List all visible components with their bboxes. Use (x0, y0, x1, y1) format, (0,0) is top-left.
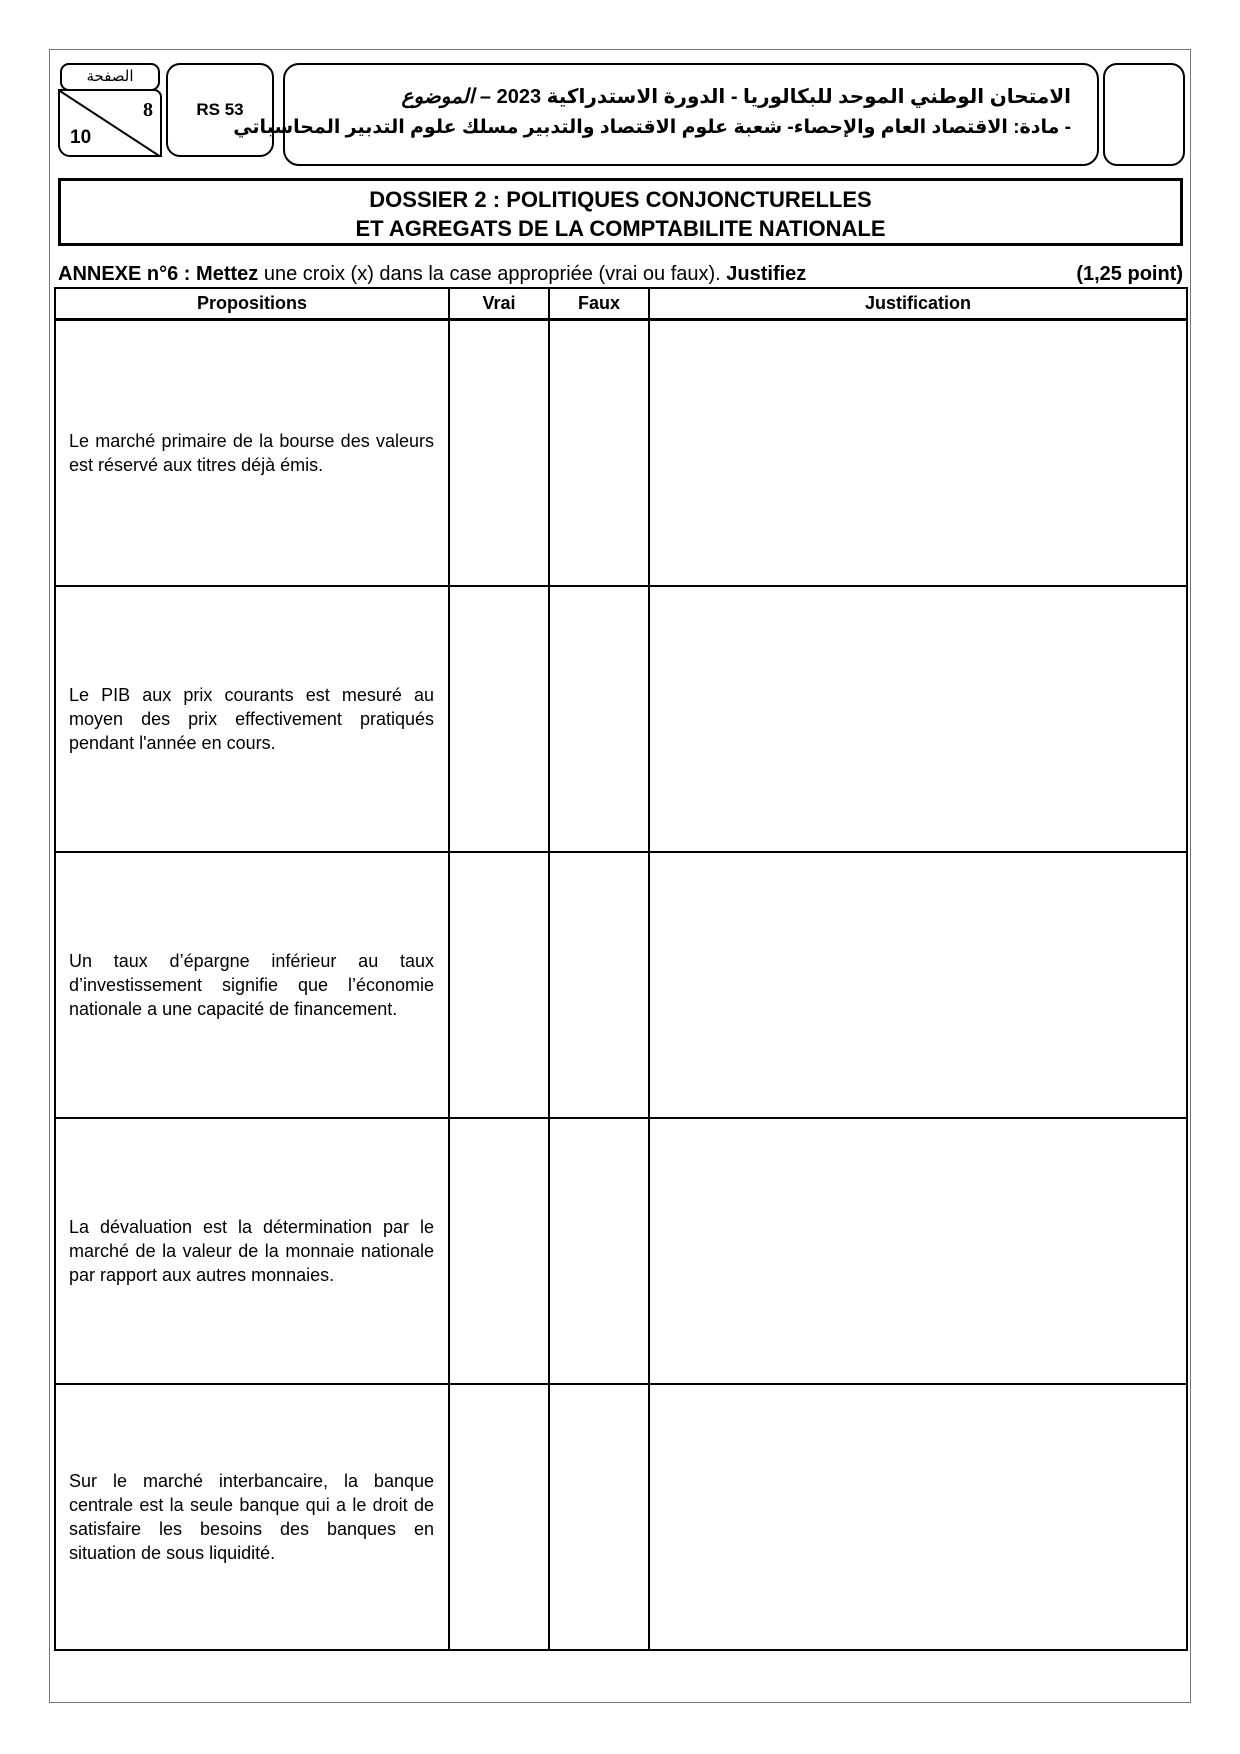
exam-code: RS 53 (166, 63, 274, 157)
dossier-title (58, 178, 1183, 246)
vrai-checkbox[interactable] (449, 1384, 549, 1650)
proposition-text: Sur le marché interbancaire, la banque centrale est la seule banque qui a le droit de satisfaire les besoins des banques en situation de sous liquidité. (55, 1384, 449, 1650)
proposition-text: Le marché primaire de la bourse des valeurs est réservé aux titres déjà émis. (55, 320, 449, 587)
header-faux: Faux (549, 288, 649, 320)
page-label: الصفحة (60, 63, 160, 91)
instruction-text: une croix (x) dans la case appropriée (vrai ou faux). (263, 263, 721, 285)
proposition-text: La dévaluation est la détermination par le marché de la valeur de la monnaie nationale par rapport aux autres monnaies. (55, 1118, 449, 1384)
exam-subject-word: الموضوع (401, 84, 475, 108)
faux-checkbox[interactable] (549, 1118, 649, 1384)
page-number-box (58, 89, 162, 157)
exam-title-line1 (305, 83, 1071, 110)
header-vrai: Vrai (449, 288, 549, 320)
instruction-justify: Justifiez (726, 263, 807, 285)
true-false-table (54, 287, 1188, 1651)
corner-box (1103, 63, 1185, 166)
page-total: 10 (70, 127, 92, 148)
dossier-title-line1: DOSSIER 2 : POLITIQUES CONJONCTURELLES (369, 187, 872, 212)
exam-title-box (233, 63, 1099, 166)
instruction (58, 262, 1183, 286)
faux-checkbox[interactable] (549, 852, 649, 1118)
header-propositions: Propositions (55, 288, 449, 320)
justification-field[interactable] (649, 852, 1187, 1118)
exam-title-line2: - مادة: الاقتصاد العام والإحصاء- شعبة علوم الاقتصاد والتدبير مسلك علوم التدبير المحاسباتي (233, 117, 1071, 138)
instruction-verb: Mettez (196, 263, 259, 285)
header-justification: Justification (649, 288, 1187, 320)
vrai-checkbox[interactable] (449, 852, 549, 1118)
justification-field[interactable] (649, 320, 1187, 587)
annex-label: ANNEXE n°6 : (58, 263, 191, 285)
proposition-text: Un taux d’épargne inférieur au taux d’investissement signifie que l’économie nationale a une capacité de financement. (55, 852, 449, 1118)
justification-field[interactable] (649, 586, 1187, 852)
table-row (55, 320, 1187, 587)
faux-checkbox[interactable] (549, 1384, 649, 1650)
table-row (55, 1118, 1187, 1384)
proposition-text: Le PIB aux prix courants est mesuré au moyen des prix effectivement pratiqués pendant l'année en cours. (55, 586, 449, 852)
faux-checkbox[interactable] (549, 320, 649, 587)
justification-field[interactable] (649, 1384, 1187, 1650)
exam-title-prefix: الامتحان الوطني الموحد للبكالوريا - الدورة الاستدراكية 2023 – (474, 86, 1071, 108)
faux-checkbox[interactable] (549, 586, 649, 852)
table-row (55, 586, 1187, 852)
points-label: (1,25 point) (1076, 263, 1183, 285)
page-current: 8 (143, 99, 153, 121)
table-header-row (55, 288, 1187, 320)
dossier-title-line2: ET AGREGATS DE LA COMPTABILITE NATIONALE (355, 216, 886, 241)
table-row (55, 1384, 1187, 1650)
justification-field[interactable] (649, 1118, 1187, 1384)
table-row (55, 852, 1187, 1118)
vrai-checkbox[interactable] (449, 1118, 549, 1384)
vrai-checkbox[interactable] (449, 320, 549, 587)
vrai-checkbox[interactable] (449, 586, 549, 852)
